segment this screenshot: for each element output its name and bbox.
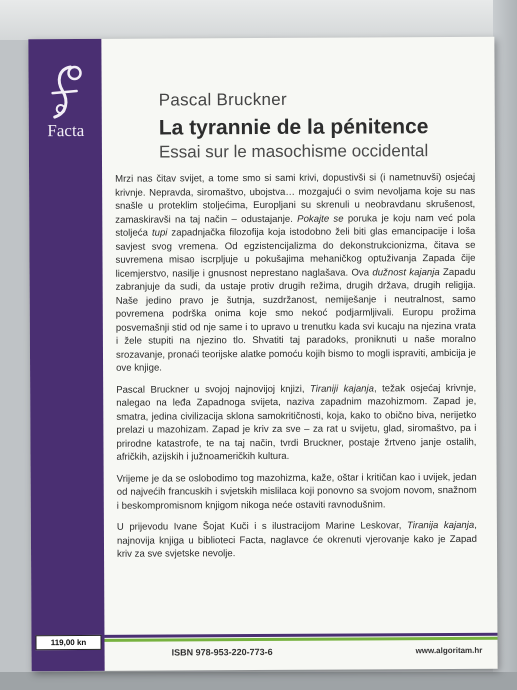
book-title: La tyrannie de la pénitence <box>158 115 429 140</box>
isbn-text: ISBN 978-953-220-773-6 <box>171 646 273 658</box>
blurb-text-run: , najnovija knjiga u biblioteci Facta, naglavce će okrenuti vjerovanje kako je Zapad kriv za sve svjetske nevolje. <box>116 519 477 560</box>
blurb-text-run: U prijevodu Ivane Šojat Kuči i s ilustracijom Marine Leskovar, <box>116 520 407 533</box>
facta-logo-icon <box>40 61 90 123</box>
publisher-website: www.algoritam.hr <box>415 645 483 656</box>
blurb-italic-run: Pokajte se <box>297 213 344 225</box>
blurb-text-run: zapadnjačka filozofija koja istodobno želi biti glas emancipacije i loša savjest svog vremena. Od egzistencijalizma do dekonstrukcionizma, čitava se suvremena misao iscrpljuje u pokušajima mehaničkog optuživanja Zapada čije licemjerstvo, nasilje i gnusnost neprestano naglašava. Ova <box>115 225 476 280</box>
blurb-paragraph <box>117 470 477 512</box>
blurb-italic-run: Tiranija kajanja <box>406 519 475 532</box>
background-bottom <box>0 672 517 690</box>
blurb-paragraph <box>115 171 476 375</box>
blurb-text-run: , težak osjećaj krivnje, nalegao na leđa Zapadnoga svijeta, naziva zapadnim mazohizmom. Zapad je, smatra, jedina civilizacija sklona samokritičnosti, koja, kako to obično biva, nerijetko prelazi u mazohizam. Zapad je kriv za sve – za rat u svijetu, glad, siromaštvo, pa i prirodne katastrofe, te na taj način, tvrdi Bruckner, postaje žrtveno janje ostalih, afričkih, azijskih i južnoameričkih kultura. <box>116 382 477 463</box>
blurb-italic-run: dužnost kajanja <box>372 266 440 278</box>
blurb-paragraph <box>117 519 477 561</box>
blurb-italic-run: tupi <box>151 227 168 239</box>
price-label: 119,00 kn <box>35 635 101 650</box>
publisher-name: Facta <box>47 120 85 141</box>
blurb-text-run: Pascal Bruckner u svojoj najnovijoj knjizi, <box>116 383 310 396</box>
blurb-text-run: poruka je koju nam već pola stoljeća <box>115 212 476 239</box>
blurb-text-run: Zapadu zabranjuje da sudi, da ustaje protiv drugih režima, drugih država, drugih religija. Naše jedino pravo je šutnja, suzdržanost, nemiješanje i neutralnost, samo povremena podrška onima koje smo nekoć podjarmljivali. Europu prožima posvemašnji stid od nje same i to upravo u trenutku kada svi kucaju na njezina vrata i žele stupiti na njezino tlo. Shvatiti taj paradoks, proniknuti u naše moralno srozavanje, pronaći teorijske alatke pomoću kojih bismo to mogli ispraviti, ambicija je ove knjige. <box>115 266 477 374</box>
book-subtitle: Essai sur le masochisme occidental <box>158 141 429 162</box>
purple-spine-band <box>28 39 104 671</box>
background-top <box>0 0 517 40</box>
blurb-text <box>115 171 477 569</box>
blurb-text-run: Mrzi nas čitav svijet, a tome smo si sami krivi, dopustivši si (i nametnuvši) osjećaj krivnje. Nepravda, siromaštvo, ubojstva… mozgajući o svim nevoljama koje su nas snašle u proteklim stoljećima, Europljani su skrenuli u neobravdanu skrušenost, zamaskiravši na taj način – odustajanje. <box>115 171 476 226</box>
blurb-italic-run: Tiraniji kajanja <box>309 382 375 395</box>
book-back-cover <box>28 37 497 671</box>
green-stripe <box>104 637 497 642</box>
author-name: Pascal Bruckner <box>158 89 287 110</box>
blurb-paragraph <box>116 381 476 464</box>
blurb-text-run: Vrijeme je da se oslobodimo tog mazohizma, kaže, oštar i kritičan kao i uvijek, jedan od najvećih francuskih i svjetskih mislilaca koji ponovno sa svojom novom, snažnom i beskompromisnom knjigom nikoga neće ostaviti ravnodušnim. <box>116 471 477 512</box>
